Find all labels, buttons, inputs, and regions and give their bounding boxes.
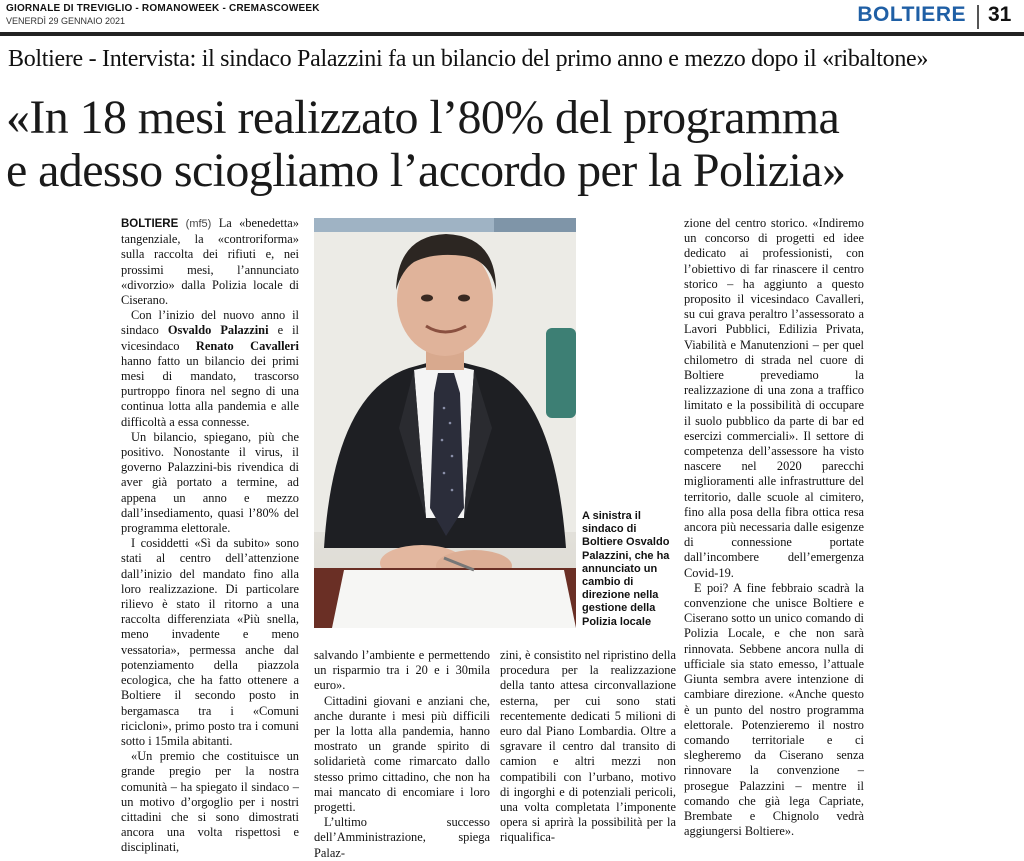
masthead-papers: GIORNALE DI TREVIGLIO - ROMANOWEEK - CREMASCOWEEK	[6, 3, 320, 14]
paragraph-text: La «benedetta» tangenziale, la «controriforma» sulla raccolta dei rifiuti e, nei prossimi mesi, l’annunciato «divorzio» dalla Polizia locale di Ciserano.	[121, 216, 299, 308]
paragraph: E poi? A fine febbraio scadrà la convenzione che unisce Boltiere e Ciserano sotto un unico comando di Polizia Locale, e che non sarà rinnovata. Sebbene ancora nulla di ufficiale sia stato emesso, l’attuale Giunta sembra avere intenzione di cambiare direzione. «Anche questo è un punto del nostro programma elettorale. Potenzieremo il nostro comando territoriale e ci slegheremo da Ciserano senza rinnovare la convenzione – prosegue Palazzini – mentre il comando che già lega Capriate, Brembate e Chignolo vedrà aggiungersi Boltiere».	[684, 580, 864, 839]
dateline: BOLTIERE	[121, 218, 179, 230]
headline-line-1: «In 18 mesi realizzato l’80% del programma	[6, 91, 840, 144]
paragraph: salvando l’ambiente e permettendo un risparmio tra i 20 e i 30mila euro».	[314, 648, 490, 693]
paragraph: Cittadini giovani e anziani che, anche durante i mesi più difficili per la lotta alla pandemia, hanno mostrato un grande spirito di solidarietà come rimarcato dallo stesso primo cittadino, che non ha mai mancato di encomiare i loro progetti.	[314, 693, 490, 815]
eye-right	[458, 295, 470, 302]
paragraph-text: e il vicesindaco	[121, 323, 299, 353]
article-column-3	[500, 648, 676, 846]
photo-caption: A sinistra il sindaco di Boltiere Osvaldo Palazzini, che ha annunciato un cambio di direzione nella gestione della Polizia locale	[582, 510, 670, 628]
masthead-separator	[977, 5, 979, 29]
article-column-2	[314, 648, 490, 861]
paragraph: Un bilancio, spiegano, più che positivo. Nonostante il virus, il governo Palazzini-bis rivendica di aver già portato a termine, ad appena un anno e mezzo dall’insediamento, quasi l’80% del programma elettorale.	[121, 429, 299, 536]
paragraph: zione del centro storico. «Indiremo un concorso di progetti ed idee dedicato ai professionisti, con l’obiettivo di far rinascere il centro storico – ha aggiunto a questo proposito il vicesindaco Cavalleri, su cui grava peraltro l’assessorato a Lavori Pubblici, Edilizia Privata, Viabilità e Manutenzioni – per quel chilometro di strada nel cuore di Boltiere prevediamo la realizzazione di una zona a traffico limitato e la possibilità di occupare il suolo pubblico da parte di bar ed esercizi commerciali». Il settore di competenza dell’assessore ha visto nascere nel 2020 parecchi miglioramenti alle infrastrutture del territorio, dalle scuole al cimitero, fino alla posa della fibra ottica resa ancora più necessaria dalle esigenze di connessione portate dall’incombere dell’emergenza Covid-19.	[684, 216, 864, 580]
paragraph: zini, è consistito nel ripristino della procedura per la realizzazione della tanto attesa circonvallazione esterna, per cui sono stati recentemente dedicati 5 milioni di euro dal Piano Lombardia. Oltre a sgravare il centro dal transito di camion e altri mezzi non compatibili con l’urbano, motivo di ingorghi e di potenziali pericoli, una volta completata l’imponente opera si aprirà la possibilità per la riqualifica-	[500, 648, 676, 845]
tie	[430, 373, 464, 536]
author-tag: (mf5)	[185, 218, 212, 230]
article-column-4	[684, 216, 864, 839]
paragraph	[121, 216, 299, 308]
article-kicker: Boltiere - Intervista: il sindaco Palazzini fa un bilancio del primo anno e mezzo dopo il «ribaltone»	[8, 46, 929, 72]
chair-back	[546, 328, 576, 418]
article-column-1	[121, 216, 299, 856]
headline-line-2: e adesso sciogliamo l’accordo per la Polizia»	[6, 144, 846, 197]
mayor-name: Osvaldo Palazzini	[167, 323, 269, 338]
eye-left	[421, 295, 433, 302]
paragraph: L’ultimo successo dell’Amministrazione, spiega Palaz-	[314, 815, 490, 860]
deputy-name: Renato Cavalleri	[195, 338, 299, 353]
issue-date: VENERDÌ 29 GENNAIO 2021	[6, 16, 126, 26]
paragraph	[121, 308, 299, 430]
portrait-illustration	[314, 218, 576, 628]
page-number: 31	[988, 3, 1012, 26]
header-rule	[0, 32, 1024, 36]
paragraph-text: hanno fatto un bilancio dei primi mesi di mandato, trascorso purtroppo finora nel segno di una continua lotta alla pandemia e alle difficoltà a essa connesse.	[121, 353, 299, 429]
paragraph-text: Con l’inizio del nuovo anno il sindaco	[121, 308, 299, 338]
desk-paper	[332, 570, 576, 628]
mayor-photo	[314, 218, 576, 628]
section-title: BOLTIERE	[857, 3, 966, 26]
paragraph: «Un premio che costituisce un grande pregio per la nostra comunità – ha spiegato il sindaco – un motivo d’orgoglio per i nostri cittadini che si sono dimostrati ancora una volta rispettosi e disciplinati,	[121, 749, 299, 855]
window-strip-dark	[494, 218, 576, 232]
paragraph: I cosiddetti «Sì da subito» sono stati al centro dell’attenzione dall’inizio del mandato fino alla loro realizzazione. Di particolare rilievo è stato il ritorno a una raccolta differenziata «Più snella, meno invadente e meno vessatoria», permessa anche dal potenziamento della piazzola ecologica, che ha fatto ottenere a Boltiere il secondo posto in bergamasca tra i «Comuni ricicloni», primo posto tra i comuni sotto i 15mila abitanti.	[121, 536, 299, 748]
